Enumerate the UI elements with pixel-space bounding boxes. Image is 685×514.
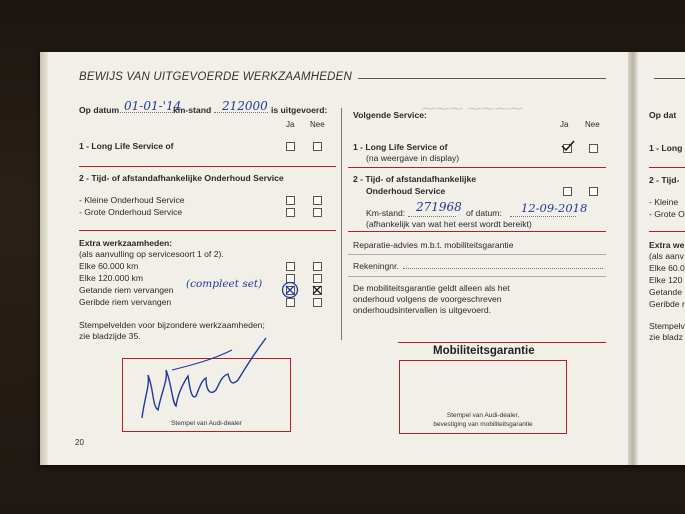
onderhoud-label-right-2: Onderhoud Service — [366, 186, 446, 196]
ja-header: Ja — [286, 120, 295, 129]
kleine-ja-checkbox[interactable] — [286, 196, 295, 205]
km-stand-label: km-stand — [173, 105, 212, 115]
geribde-riem-label: Geribde riem vervangen — [79, 297, 172, 307]
long-life-nee-checkbox-right[interactable] — [589, 144, 598, 153]
title-rule — [358, 78, 606, 79]
onderhoud-ja-checkbox-right[interactable] — [563, 187, 572, 196]
km-stand-label-right: Km-stand: — [366, 208, 406, 218]
next-page-item2: 2 - Tijd- — [649, 175, 680, 185]
page-edge — [40, 52, 48, 465]
next-page-kleine: - Kleine — [649, 197, 679, 207]
page-number: 20 — [75, 438, 84, 447]
mobiliteit-rule — [398, 342, 606, 343]
next-page-elke120: Elke 120 — [649, 275, 683, 285]
booklet-spine — [628, 52, 638, 465]
next-page-zie: zie bladz — [649, 332, 683, 342]
is-uitgevoerd-label: is uitgevoerd: — [271, 105, 328, 115]
next-page-getande: Getande — [649, 287, 682, 297]
stempelvelden-line1: Stempelvelden voor bijzondere werkzaamheden; — [79, 320, 265, 330]
mobiliteit-text-3: onderhoudsintervallen is uitgevoerd. — [353, 305, 492, 315]
nee-header-right: Nee — [585, 120, 600, 129]
grote-ja-checkbox[interactable] — [286, 208, 295, 217]
rekeningnr-label: Rekeningnr. — [353, 261, 399, 271]
elke-60000-ja-checkbox[interactable] — [286, 262, 295, 271]
mobiliteit-stamp-caption-2: bevestiging van mobiliteitsgarantie — [433, 421, 533, 428]
getande-riem-label: Getande riem vervangen — [79, 285, 174, 295]
getande-ja-circle-mark — [281, 281, 299, 299]
next-page-divider — [649, 167, 685, 168]
extra-werkzaamheden-title: Extra werkzaamheden: — [79, 238, 173, 248]
onderhoud-service-label: 2 - Tijd- of afstandafhankelijke Onderhoud Service — [79, 173, 284, 183]
reparatie-advies-label: Reparatie-advies m.b.t. mobiliteitsgarantie — [353, 240, 514, 250]
next-page-geribde: Geribde r — [649, 299, 685, 309]
getande-nee-cross-mark — [312, 285, 322, 295]
getande-riem-note: (compleet set) — [186, 278, 263, 290]
page-title: BEWIJS VAN UITGEVOERDE WERKZAAMHEDEN — [79, 71, 353, 83]
section-divider — [79, 230, 336, 231]
afhankelijk-note: (afhankelijk van wat het eerst wordt bereikt) — [366, 219, 532, 229]
kleine-nee-checkbox[interactable] — [313, 196, 322, 205]
section-divider-right — [348, 167, 606, 168]
elke-120000-nee-checkbox[interactable] — [313, 274, 322, 283]
dealer-stamp-caption: Stempel van Audi-dealer — [171, 420, 242, 427]
faded-imprint: ⁓⁓⁓ ⁓⁓⁓⁓ — [420, 100, 522, 116]
mobiliteitsgarantie-title: Mobiliteitsgarantie — [433, 345, 535, 357]
section-divider-right — [348, 231, 606, 232]
volgende-service-label: Volgende Service: — [353, 110, 427, 120]
ja-header-right: Ja — [560, 120, 569, 129]
onderhoud-nee-checkbox-right[interactable] — [589, 187, 598, 196]
thin-divider — [348, 276, 606, 277]
op-datum-value: 01-01-'14 — [124, 99, 182, 113]
km-stand-value: 212000 — [222, 99, 268, 113]
long-life-ja-check-mark — [560, 139, 576, 153]
next-page-divider — [649, 231, 685, 232]
next-page-item1: 1 - Long — [649, 143, 683, 153]
km-stand-value-right: 271968 — [416, 200, 462, 214]
extra-werkzaamheden-sub: (als aanvulling op servicesoort 1 of 2). — [79, 249, 224, 259]
column-divider — [341, 108, 342, 340]
elke-120000-label: Elke 120.000 km — [79, 273, 144, 283]
thin-divider — [348, 254, 606, 255]
mobiliteit-stamp-box — [399, 360, 567, 434]
next-page-title-rule — [654, 78, 685, 79]
mobiliteit-text-2: onderhoud volgens de voorgeschreven — [353, 294, 502, 304]
grote-service-label: - Grote Onderhoud Service — [79, 207, 183, 217]
section-divider — [79, 166, 336, 167]
of-datum-label: of datum: — [466, 208, 502, 218]
of-datum-value: 12-09-2018 — [521, 201, 588, 215]
long-life-nee-checkbox[interactable] — [313, 142, 322, 151]
signature-scribble — [132, 330, 272, 425]
long-life-ja-checkbox[interactable] — [286, 142, 295, 151]
next-page-elke60: Elke 60.0 — [649, 263, 685, 273]
km-stand-line-right — [408, 216, 456, 217]
next-page-grote: - Grote O — [649, 209, 685, 219]
stempelvelden-line2: zie bladzijde 35. — [79, 331, 141, 341]
long-life-sub-right: (na weergave in display) — [366, 153, 460, 163]
long-life-service-label-right: 1 - Long Life Service of — [353, 142, 448, 152]
rekeningnr-line — [403, 268, 603, 269]
mobiliteit-text-1: De mobiliteitsgarantie geldt alleen als het — [353, 283, 510, 293]
elke-60000-label: Elke 60.000 km — [79, 261, 139, 271]
onderhoud-label-right-1: 2 - Tijd- of afstandafhankelijke — [353, 174, 477, 184]
grote-nee-checkbox[interactable] — [313, 208, 322, 217]
next-page-stempel: Stempelv — [649, 321, 685, 331]
geribde-ja-checkbox[interactable] — [286, 298, 295, 307]
kleine-service-label: - Kleine Onderhoud Service — [79, 195, 185, 205]
elke-60000-nee-checkbox[interactable] — [313, 262, 322, 271]
next-page-op: Op dat — [649, 110, 677, 120]
nee-header: Nee — [310, 120, 325, 129]
mobiliteit-stamp-caption-1: Stempel van Audi-dealer, — [446, 412, 520, 419]
next-page-extra: Extra we — [649, 240, 685, 250]
of-datum-line — [510, 216, 576, 217]
op-datum-label: Op datum — [79, 105, 120, 115]
geribde-nee-checkbox[interactable] — [313, 298, 322, 307]
long-life-service-label: 1 - Long Life Service of — [79, 141, 174, 151]
next-page-als: (als aanv — [649, 251, 684, 261]
